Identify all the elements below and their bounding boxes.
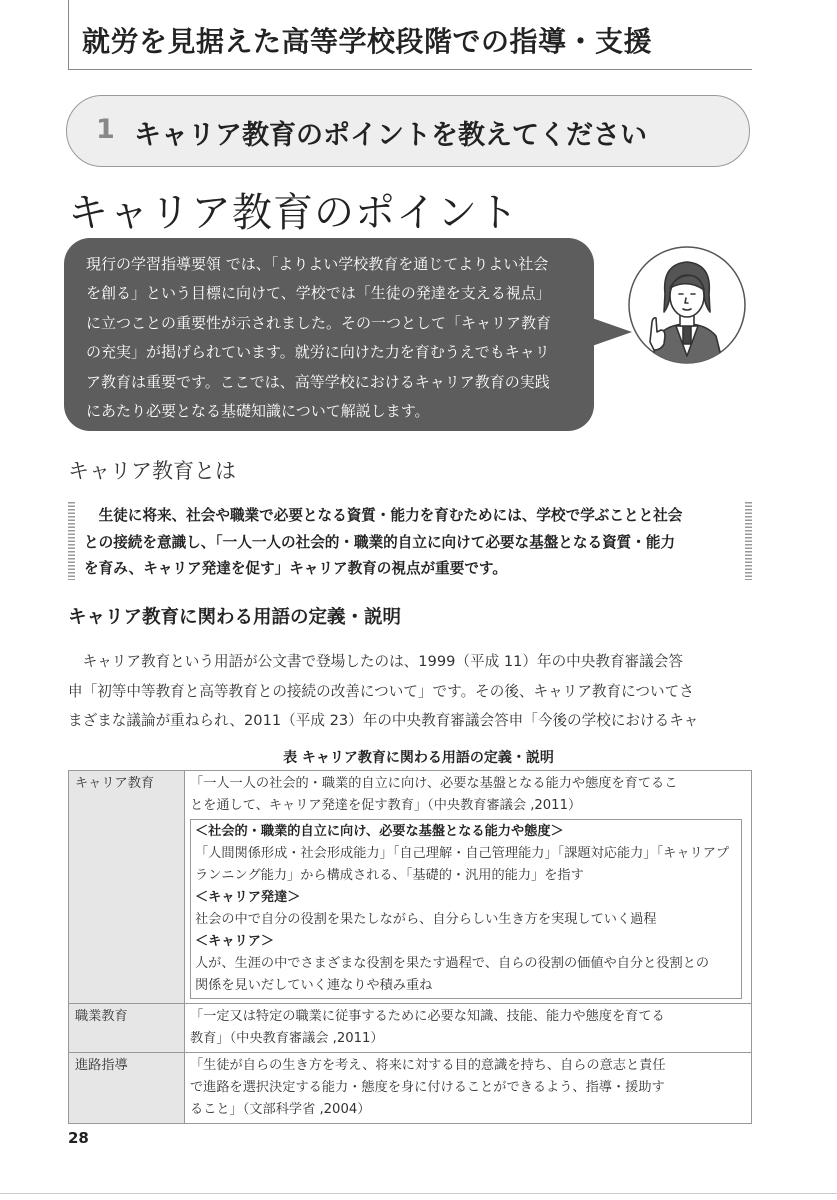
section-number: 1 (96, 114, 115, 145)
page-bottom-rule (0, 1193, 837, 1194)
sub-definition-line: 人が、生涯の中でさまざまな役割を果たす過程で、自らの役割の価値や自分と役割との (195, 956, 710, 971)
intro-text (86, 250, 586, 426)
description-cell (185, 1053, 752, 1124)
emphasis-bar-right (745, 502, 752, 580)
table-row (69, 1004, 752, 1053)
intro-line: の充実」が掲げられています。就労に向けた力を育むうえでもキャリ (86, 343, 550, 362)
subheading-what-is-career-education: キャリア教育とは (68, 459, 236, 483)
intro-line: に立つことの重要性が示されました。その一つとして「キャリア教育 (86, 313, 552, 332)
table-caption: 表 キャリア教育に関わる用語の定義・説明 (283, 750, 554, 766)
emphasis-text (84, 503, 744, 583)
speech-bubble-tail (592, 318, 632, 346)
description-line: 「一定又は特定の職業に従事するために必要な知識、技能、能力や態度を育てる (190, 1009, 665, 1024)
term-cell: 職業教育 (69, 1004, 185, 1053)
chapter-rule-vertical (68, 0, 69, 70)
description-line: ること」（文部科学省 ,2004） (190, 1102, 371, 1117)
sub-definition-line: 関係を見いだしていく連なりや積み重ね (195, 978, 433, 993)
description-cell (185, 771, 752, 1004)
description-line: 教育」（中央教育審議会 ,2011） (190, 1031, 384, 1046)
intro-line: にあたり必要となる基礎知識について解説します。 (86, 402, 430, 421)
main-heading: キャリア教育のポイント (68, 190, 519, 236)
emphasis-line: を育み、キャリア発達を促す」キャリア教育の視点が重要です。 (84, 560, 507, 577)
body-line: 申「初等中等教育と高等教育との接続の改善について」です。その後、キャリア教育についてさ (68, 682, 694, 700)
sub-definition-line: 社会の中で自分の役割を果たしながら、自分らしい生き方を実現していく過程 (195, 912, 657, 927)
emphasis-line: 生徒に将来、社会や職業で必要となる資質・能力を育むためには、学校で学ぶことと社会 (98, 507, 683, 524)
term-cell: キャリア教育 (69, 771, 185, 1004)
description-line: 「一人一人の社会的・職業的自立に向け、必要な基盤となる能力や態度を育てるこ (190, 776, 678, 791)
sub-definition-line: ランニング能力」から構成される、「基礎的・汎用的能力」を指す (195, 868, 584, 883)
section-title: キャリア教育のポイントを教えてください (134, 120, 647, 151)
sub-definition-box (190, 819, 742, 999)
emphasis-line: との接続を意識し、「一人一人の社会的・職業的自立に向けて必要な基盤となる資質・能力 (84, 533, 676, 551)
sub-definition-heading: ＜キャリア＞ (195, 934, 275, 949)
description-cell (185, 1004, 752, 1053)
page-number: 28 (68, 1129, 89, 1147)
intro-line: 現行の学習指導要領 では、「よりよい学校教育を通じてよりよい社会 (86, 255, 549, 273)
description-line: とを通して、キャリア発達を促す教育」（中央教育審議会 ,2011） (190, 798, 582, 813)
chapter-rule-horizontal (68, 69, 752, 70)
term-cell: 進路指導 (69, 1053, 185, 1124)
table-row (69, 1053, 752, 1124)
sub-definition-heading: ＜キャリア発達＞ (195, 890, 301, 905)
intro-line: を創る」という目標に向けて、学校では「生徒の発達を支える視点」 (86, 284, 551, 303)
body-line: キャリア教育という用語が公文書で登場したのは、1999（平成 11）年の中央教育審議会答 (82, 653, 683, 670)
subheading-terms: キャリア教育に関わる用語の定義・説明 (68, 607, 402, 628)
body-paragraph (68, 647, 752, 736)
description-line: で進路を選択決定する能力・態度を身に付けることができるよう、指導・援助す (190, 1080, 665, 1095)
teacher-illustration (628, 246, 746, 364)
description-line: 「生徒が自らの生き方を考え、将来に対する目的意識を持ち、自らの意志と責任 (190, 1058, 666, 1073)
body-line: まざまな議論が重ねられ、2011（平成 23）年の中央教育審議会答申「今後の学校におけるキャ (68, 712, 699, 729)
terms-table (68, 770, 752, 1124)
emphasis-bar-left (68, 502, 75, 580)
table-row (69, 771, 752, 1004)
intro-line: ア教育は重要です。ここでは、高等学校におけるキャリア教育の実践 (86, 372, 550, 391)
sub-definition-heading: ＜社会的・職業的自立に向け、必要な基盤となる能力や態度＞ (195, 824, 564, 839)
sub-definition-line: 「人間関係形成・社会形成能力」「自己理解・自己管理能力」「課題対応能力」「キャリアプ (195, 846, 730, 861)
chapter-title: 就労を見据えた高等学校段階での指導・支援 (82, 25, 653, 58)
